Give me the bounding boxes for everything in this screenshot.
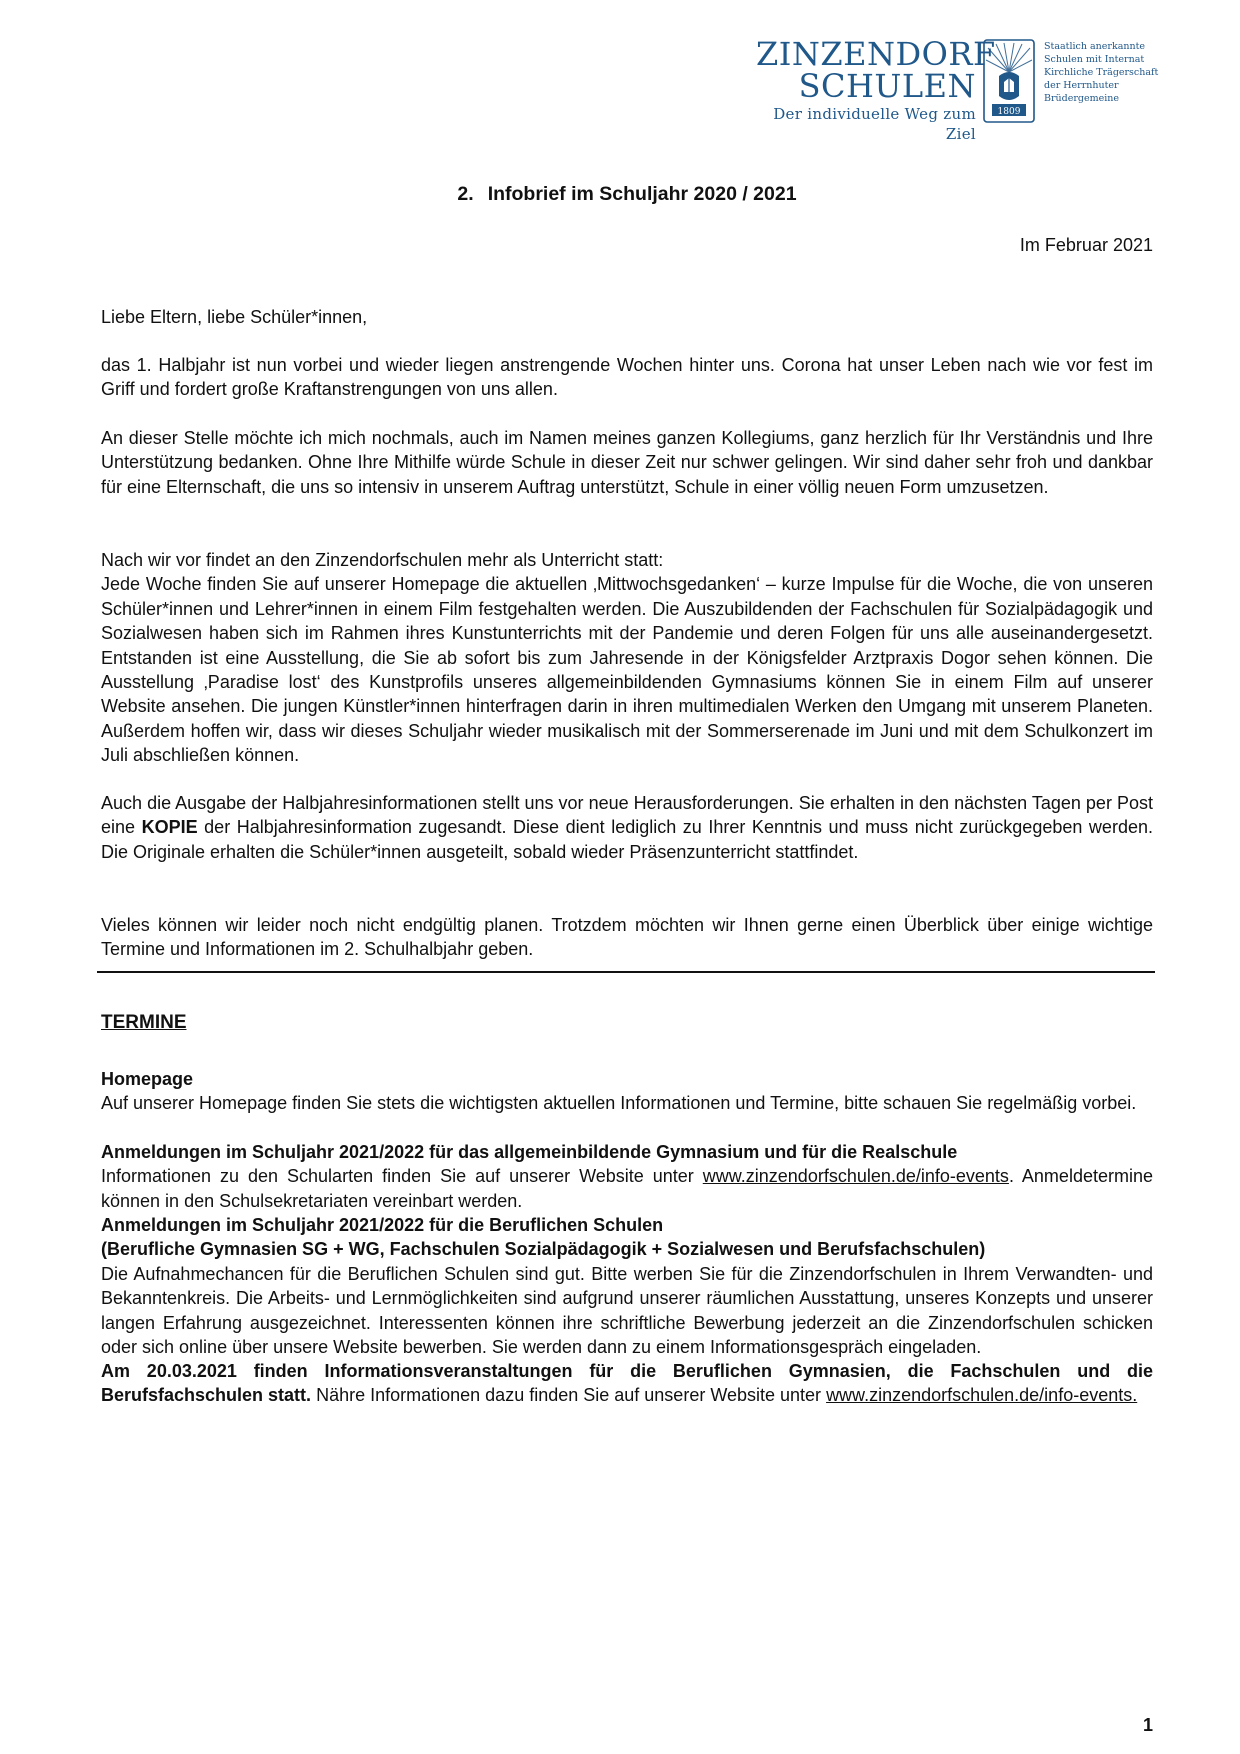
halbjahresinfo-text-a: Auch die Ausgabe der Halbjahresinformationen stellt uns vor neue Herausforderungen. Sie erhalten in den nächsten Tagen per Post eine: [101, 793, 1153, 838]
paragraph-thanks: An dieser Stelle möchte ich mich nochmals, auch im Namen meines ganzen Kollegiums, ganz herzlich für Ihr Verständnis und Ihre Unterstützung bedanken. Ohne Ihre Mithilfe würde Schule in dieser Zeit nur schwer gelingen. Wir sind daher sehr froh und dankbar für eine Elternschaft, die uns so intensiv in unserem Auftrag unterstützt, Schule in einer völlig neuen Form umzusetzen.: [101, 428, 1153, 497]
logo-side-line: Brüdergemeine: [1044, 93, 1119, 104]
logo-side-line: Staatlich anerkannte: [1044, 41, 1146, 52]
letter-date: Im Februar 2021: [1019, 235, 1153, 255]
school-seal-icon: [982, 38, 1036, 124]
events-body: Jede Woche finden Sie auf unserer Homepage die aktuellen ‚Mittwochsgedanken‘ – kurze Impulse für die Woche, die von unseren Schüler*innen und Lehrer*innen in einem Film festgehalten werden. Die Auszubildenden der Fachschulen für Sozialpädagogik und Sozialwesen haben sich im Rahmen ihres Kunstunterrichts mit der Pandemie und deren Folgen für uns alle auseinandergesetzt. Entstanden ist eine Ausstellung, die Sie ab sofort bis zum Jahresende in der Königsfelder Arztpraxis Dogor sehen können. Die Ausstellung ‚Paradise lost‘ des Kunstprofils unseres allgemeinbildenden Gymnasiums können Sie in einem Film auf unserer Website ansehen. Die jungen Künstler*innen hinterfragen darin in ihren multimedialen Werken den Umgang mit unserem Planeten. Außerdem hoffen wir, dass wir dieses Schuljahr wieder musikalisch mit der Sommerserenade im Juni und mit dem Schulkonzert im Juli abschließen können.: [101, 574, 1153, 766]
section-divider: [97, 971, 1155, 973]
logo-side-line: Schulen mit Internat: [1044, 54, 1145, 65]
page-number: 1: [1142, 1715, 1153, 1735]
homepage-section: [101, 1067, 1153, 1116]
logo-tagline: Der individuelle Weg zum Ziel: [773, 105, 976, 143]
anmeldung-gymnasium-text-b: . Anmeldetermine können in den Schulsekretariaten vereinbart werden.: [101, 1166, 1153, 1211]
paragraph-events: [101, 548, 1153, 768]
logo-side-text: [1044, 40, 1184, 105]
anmeldung-berufliche-text: Die Aufnahmechancen für die Beruflichen Schulen sind gut. Bitte werben Sie für die Zinzendorfschulen in Ihrem Verwandten- und Bekanntenkreis. Die Arbeits- und Lernmöglichkeiten sind aufgrund unserer räumlichen Ausstattung, unseres Konzepts und unserer langen Erfahrung ausgezeichnet. Interessenten können ihre schriftliche Bewerbung jederzeit an die Zinzendorfschulen schicken oder sich online über unsere Website bewerben. Sie werden dann zu einem Informationsgespräch eingeladen.: [101, 1263, 1153, 1358]
logo-side-line: Kirchliche Trägerschaft: [1044, 67, 1159, 78]
homepage-text: Auf unserer Homepage finden Sie stets die wichtigsten aktuellen Informationen und Termine, bitte schauen Sie regelmäßig vorbei.: [101, 1093, 1137, 1114]
anmeldung-gymnasium-section: [101, 1140, 1153, 1213]
seal-year: 1809: [997, 107, 1021, 117]
homepage-title: Homepage: [101, 1069, 194, 1089]
logo-side-line: der Herrnhuter: [1044, 80, 1119, 91]
termine-heading: TERMINE: [101, 1012, 187, 1033]
info-events-link-2[interactable]: www.zinzendorfschulen.de/info-events.: [826, 1385, 1138, 1406]
title-text: Infobrief im Schuljahr 2020 / 2021: [487, 183, 797, 205]
salutation: Liebe Eltern, liebe Schüler*innen,: [101, 307, 368, 327]
anmeldung-gymnasium-text-a: Informationen zu den Schularten finden Sie auf unserer Website unter: [101, 1166, 694, 1187]
halbjahresinfo-text-b: der Halbjahresinformation zugesandt. Diese dient lediglich zu Ihrer Kenntnis und muss nicht zurückgegeben werden. Die Originale erhalten die Schüler*innen ausgeteilt, sobald wieder Präsenzunterricht stattfindet.: [101, 817, 1153, 862]
paragraph-overview: Vieles können wir leider noch nicht endgültig planen. Trotzdem möchten wir Ihnen gerne einen Überblick über einige wichtige Termine und Informationen im 2. Schulhalbjahr geben.: [101, 915, 1153, 960]
title-number: 2.: [457, 183, 474, 205]
logo-wordmark: [756, 35, 996, 144]
anmeldung-berufliche-subtitle: (Berufliche Gymnasien SG + WG, Fachschulen Sozialpädagogik + Sozialwesen und Berufsfachschulen): [101, 1239, 986, 1260]
paragraph-halbjahresinfo: [101, 791, 1153, 864]
paragraph-intro: das 1. Halbjahr ist nun vorbei und wieder liegen anstrengende Wochen hinter uns. Corona hat unser Leben nach wie vor fest im Griff und fordert große Kraftanstrengungen von uns allen.: [101, 355, 1153, 400]
anmeldung-berufliche-section: [101, 1213, 1153, 1359]
anmeldung-gymnasium-title: Anmeldungen im Schuljahr 2021/2022 für das allgemeinbildende Gymnasium und für die Realschule: [101, 1142, 958, 1162]
letter-title: [101, 182, 1153, 206]
kopie-highlight: KOPIE: [141, 817, 198, 838]
infoveranstaltung-title: Am 20.03.2021 finden Informationsveranstaltungen für die Beruflichen Gymnasien, die Fachschulen und die Berufsfachschulen statt.: [101, 1361, 1153, 1406]
infoveranstaltung-section: [101, 1359, 1153, 1408]
infoveranstaltung-text: Nähre Informationen dazu finden Sie auf unserer Website unter: [316, 1385, 822, 1406]
logo-line-2: SCHULEN: [798, 67, 976, 105]
events-intro: Nach wir vor findet an den Zinzendorfschulen mehr als Unterricht statt:: [101, 550, 664, 570]
logo-line-1: ZINZENDORF: [756, 35, 996, 73]
info-events-link[interactable]: www.zinzendorfschulen.de/info-events: [702, 1166, 1009, 1187]
anmeldung-berufliche-title: Anmeldungen im Schuljahr 2021/2022 für die Beruflichen Schulen: [101, 1215, 664, 1235]
school-logo: [756, 35, 1176, 143]
